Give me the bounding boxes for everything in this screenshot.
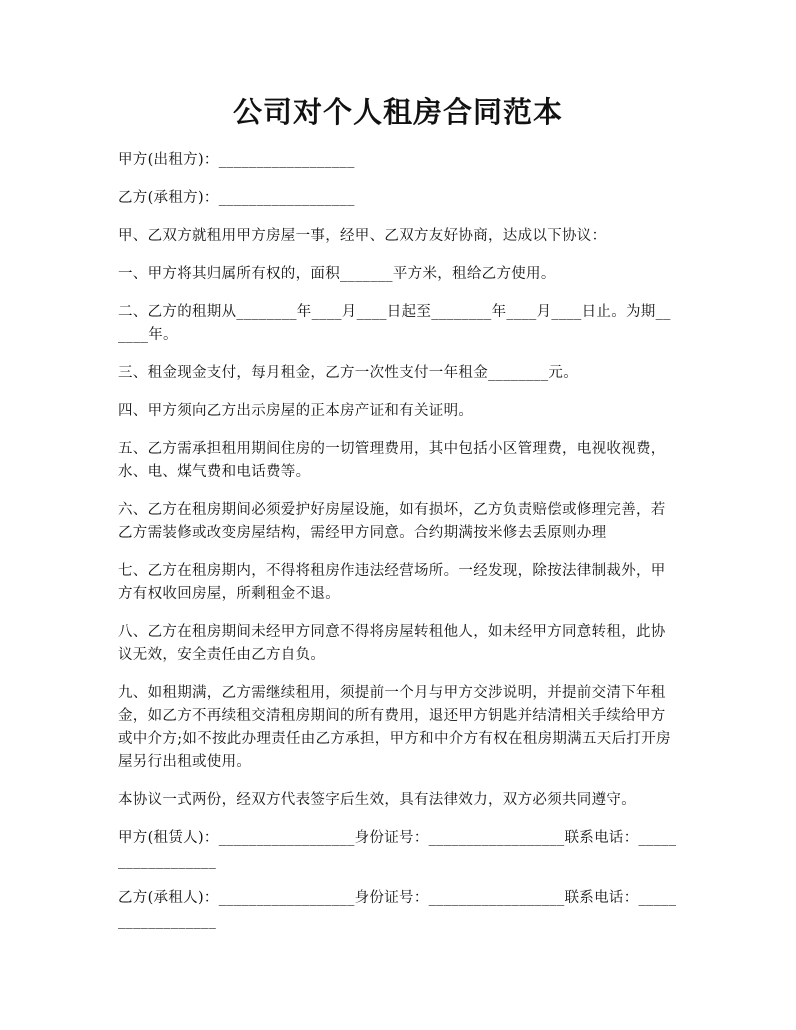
clause-5: 五、乙方需承担租用期间住房的一切管理费用，其中包括小区管理费，电视收视费，水、电、煤气费和电话费等。	[118, 441, 666, 480]
clause-7: 七、乙方在租房期内，不得将租房作违法经营场所。一经发现，除按法律制裁外，甲方有权收回房屋，所剩租金不退。	[118, 563, 666, 602]
clause-4: 四、甲方须向乙方出示房屋的正本房产证和有关证明。	[118, 403, 474, 419]
clause-9: 九、如租期满，乙方需继续租用，须提前一个月与甲方交涉说明，并提前交清下年租金，如乙方不再续租交清租房期间的所有费用，退还甲方钥匙并结清相关手续给甲方或中介方;如不按此办理责任由乙方承担，甲方和中介方有权在租房期满五天后打开房屋另行出租或使用。	[118, 685, 671, 770]
clause-preamble: 甲、乙双方就租用甲方房屋一事，经甲、乙双方友好协商，达成以下协议：	[118, 228, 607, 244]
clause-validity: 本协议一式两份，经双方代表签字后生效，具有法律效力，双方必须共同遵守。	[118, 792, 636, 808]
clause-lessor: 甲方(出租方)：__________________	[118, 152, 355, 168]
document-body	[118, 149, 678, 933]
clause-1: 一、甲方将其归属所有权的，面积_______平方米，租给乙方使用。	[118, 266, 556, 282]
clause-2: 二、乙方的租期从________年____月____日起至________年____月____日止。为期______年。	[118, 304, 671, 343]
signature-lessee: 乙方(承租人)：__________________身份证号：__________________联系电话：__________________	[118, 890, 677, 929]
clause-8: 八、乙方在租房期间未经甲方同意不得将房屋转租他人，如未经甲方同意转租，此协议无效，安全责任由乙方自负。	[118, 624, 666, 663]
clause-6: 六、乙方在租房期间必须爱护好房屋设施，如有损坏，乙方负责赔偿或修理完善，若乙方需装修或改变房屋结构，需经甲方同意。合约期满按米修去丢原则办理	[118, 502, 666, 541]
clause-lessee: 乙方(承租方)：__________________	[118, 190, 355, 206]
clause-3: 三、租金现金支付，每月租金，乙方一次性支付一年租金________元。	[118, 365, 578, 381]
document-title: 公司对个人租房合同范本	[232, 95, 563, 129]
signature-lessor: 甲方(租赁人)：__________________身份证号：__________________联系电话：__________________	[118, 830, 677, 869]
